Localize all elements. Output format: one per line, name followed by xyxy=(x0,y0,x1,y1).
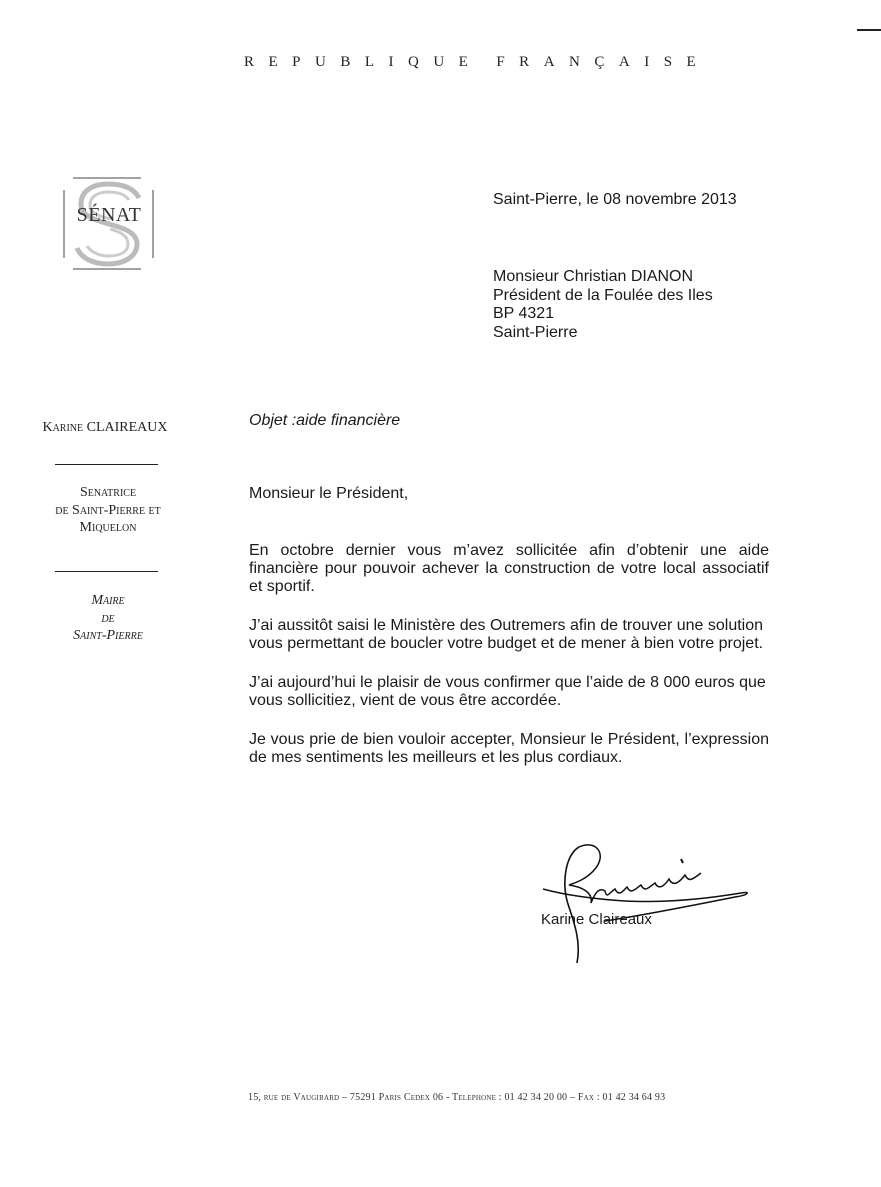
mayor-line: Saint-Pierre xyxy=(73,628,143,643)
body-paragraph: J’ai aujourd’hui le plaisir de vous confirmer que l’aide de 8 000 euros que vous sollicitiez, vient de vous être accordée. xyxy=(249,674,766,709)
sender-name xyxy=(30,420,180,436)
mayor-line: de xyxy=(101,610,115,626)
recipient-address xyxy=(493,268,713,342)
body-paragraph: Je vous prie de bien vouloir accepter, Monsieur le Président, l’expression de mes sentiments les meilleurs et les plus cordiaux. xyxy=(249,731,769,766)
recipient-line: Monsieur Christian DIANON xyxy=(493,268,694,285)
signature-name: Karine Claireaux xyxy=(541,911,652,928)
country-word-2: FRANÇAISE xyxy=(496,54,711,70)
sender-mayor-title xyxy=(40,592,176,645)
letter-date: Saint-Pierre, le 08 novembre 2013 xyxy=(493,191,737,208)
recipient-line: Saint-Pierre xyxy=(493,323,578,341)
sender-role xyxy=(30,484,186,537)
role-line: Senatrice xyxy=(79,485,137,500)
letterhead-country xyxy=(244,54,710,71)
scan-mark xyxy=(857,29,881,31)
handwritten-signature xyxy=(535,835,775,970)
role-line: Miquelon xyxy=(79,520,137,535)
letter-subject: Objet :aide financière xyxy=(249,412,401,429)
role-line: de Saint-Pierre et xyxy=(55,502,161,518)
letter-salutation: Monsieur le Président, xyxy=(249,485,409,502)
body-paragraph: J’ai aussitôt saisi le Ministère des Outremers afin de trouver une solution vous permettant de boucler votre budget et de mener à bien votre projet. xyxy=(249,617,764,652)
sender-name-text: Karine CLAIREAUX xyxy=(42,420,168,435)
signature-graphic xyxy=(535,835,775,970)
country-word-1: REPUBLIQUE xyxy=(244,54,483,70)
body-paragraph: En octobre dernier vous m’avez sollicitée afin d’obtenir une aide financière pour pouvoir achever la construction de votre local associatif et sportif. xyxy=(249,542,769,595)
recipient-line: BP 4321 xyxy=(493,305,555,322)
recipient-line: Président de la Foulée des Iles xyxy=(493,286,713,304)
senat-logo xyxy=(63,176,155,272)
divider xyxy=(55,464,158,465)
footer-address: 15, rue de Vaugirard – 75291 Paris Cedex 06 - Telephone : 01 42 34 20 00 – Fax : 01 42 34 64 93 xyxy=(248,1092,666,1103)
mayor-line: Maire xyxy=(91,593,125,608)
divider xyxy=(55,571,158,572)
logo-text: SÉNAT xyxy=(76,204,142,226)
